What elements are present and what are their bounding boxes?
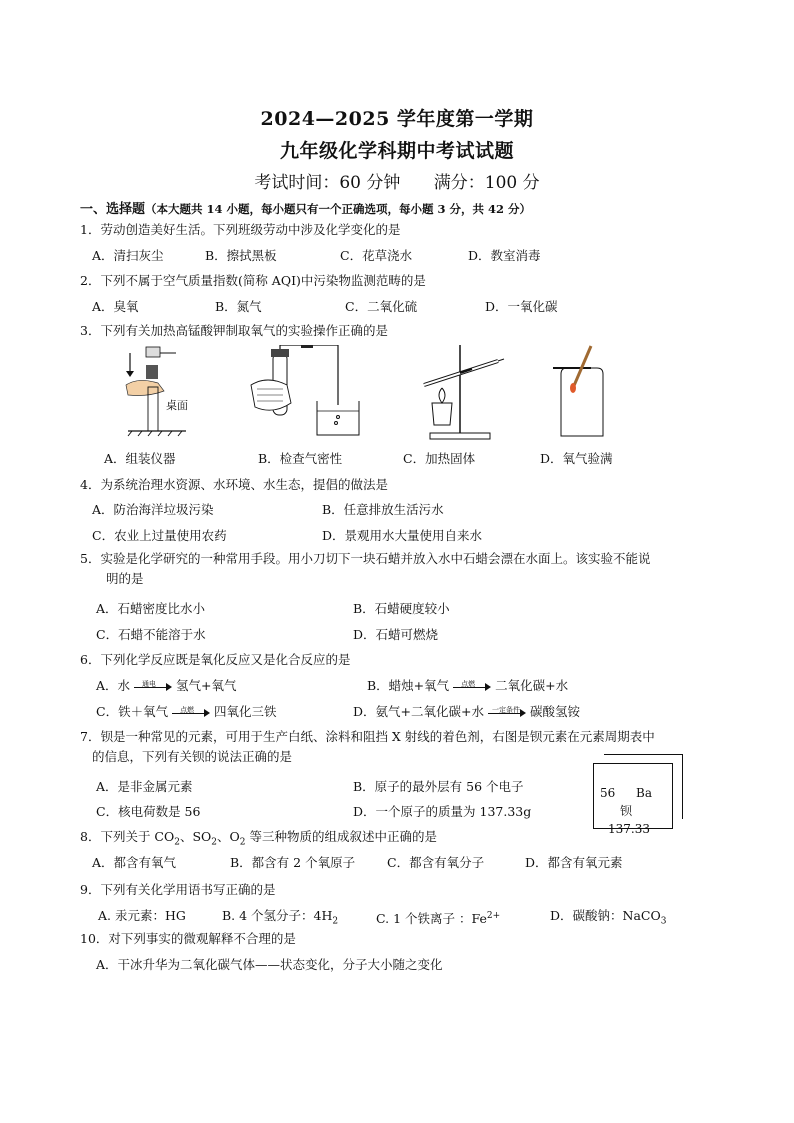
q5-stem: 5．实验是化学研究的一种常用手段。用小刀切下一块石蜡并放入水中石蜡会漂在水面上。该实验不能说	[80, 551, 651, 566]
exam-year-title: 2024—2025 学年度第一学期	[260, 108, 534, 130]
figure-heating-solid	[410, 343, 505, 441]
reaction-arrow-icon	[488, 705, 526, 718]
q1-stem: 1．劳动创造美好生活。下列班级劳动中涉及化学变化的是	[80, 222, 401, 237]
section-note: （本大题共 14 小题，每小题只有一个正确选项，每小题 3 分，共 42 分）	[145, 202, 532, 216]
q6-c-products: 四氧化三铁	[214, 704, 277, 719]
q4-option-c[interactable]: C．农业上过量使用农药	[92, 528, 227, 543]
q5-option-c[interactable]: C．石蜡不能溶于水	[96, 627, 206, 642]
q6-d-condition: 一定条件	[491, 705, 520, 714]
q6-option-b[interactable]	[367, 678, 568, 694]
q6-a-products: 氢气+氧气	[176, 678, 237, 693]
q6-c-reactants: C．铁＋氧气	[96, 704, 169, 719]
q6-stem: 6．下列化学反应既是氧化反应又是化合反应的是	[80, 652, 351, 667]
q3-option-b[interactable]: B．检查气密性	[258, 451, 343, 466]
q3-stem: 3．下列有关加热高锰酸钾制取氧气的实验操作正确的是	[80, 323, 388, 338]
tile-atomic-number: 56	[600, 786, 616, 800]
q9-b-sub: 2	[332, 916, 339, 927]
q8-stem	[80, 829, 437, 851]
tile-element-name: 钡	[620, 804, 633, 818]
q8-stem-part: 、O	[217, 829, 240, 844]
tile-atomic-mass: 137.33	[608, 822, 650, 836]
q5-option-d[interactable]: D．石蜡可燃烧	[353, 627, 439, 642]
q7-stem-cont: 的信息，下列有关钡的说法正确的是	[92, 749, 293, 764]
q9-c-text: C. 1 个铁离子 ：Fe	[376, 911, 487, 927]
exam-time: 考试时间：60 分钟	[254, 173, 401, 193]
q2-option-d[interactable]: D．一氧化碳	[485, 299, 558, 314]
q9-option-c[interactable]	[376, 908, 500, 927]
q1-option-c[interactable]: C．花草浇水	[340, 248, 413, 263]
reaction-arrow-icon	[172, 705, 210, 718]
tile-symbol: Ba	[636, 786, 652, 800]
q1-option-d[interactable]: D．教室消毒	[468, 248, 541, 263]
q5-stem-cont: 明的是	[106, 571, 144, 586]
q1-option-b[interactable]: B．擦拭黑板	[205, 248, 277, 263]
q6-d-reactants: D．氨气+二氧化碳+水	[353, 704, 484, 719]
q9-option-a[interactable]: A. 汞元素：HG	[98, 908, 186, 923]
q9-d-sub: 3	[660, 916, 667, 927]
q6-c-condition: 点燃	[180, 705, 195, 714]
q7-option-d[interactable]: D．一个原子的质量为 137.33g	[353, 804, 532, 819]
q9-option-d[interactable]	[550, 908, 666, 930]
q6-b-products: 二氧化碳+水	[495, 678, 569, 693]
q8-sub: 2	[239, 837, 246, 848]
q8-sub: 2	[211, 837, 218, 848]
q9-d-text: D．碳酸钠：NaCO	[550, 908, 661, 923]
q3-option-d[interactable]: D．氧气验满	[540, 451, 613, 466]
q4-option-b[interactable]: B．任意排放生活污水	[322, 502, 444, 517]
figure-oxygen-check	[553, 344, 613, 439]
q8-stem-part: 8．下列关于 CO	[80, 829, 175, 844]
q5-option-a[interactable]: A．石蜡密度比水小	[96, 601, 206, 616]
figure-airtightness-check	[243, 345, 363, 440]
q10-option-a[interactable]: A．干冰升华为二氧化碳气体——状态变化，分子大小随之变化	[96, 957, 443, 972]
reaction-arrow-icon	[453, 679, 491, 692]
q6-b-condition: 点燃	[461, 679, 476, 688]
section-heading	[80, 201, 531, 218]
q6-d-products: 碳酸氢铵	[529, 704, 580, 719]
q5-option-b[interactable]: B．石蜡硬度较小	[353, 601, 450, 616]
desk-label: 桌面	[166, 399, 188, 412]
q8-option-b[interactable]: B．都含有 2 个氧原子	[230, 855, 356, 870]
q2-option-c[interactable]: C．二氧化硫	[345, 299, 418, 314]
q8-stem-part: 、SO	[179, 829, 212, 844]
q7-option-b[interactable]: B．原子的最外层有 56 个电子	[353, 779, 524, 794]
q6-option-a[interactable]	[96, 678, 236, 694]
q10-stem: 10．对下列事实的微观解释不合理的是	[80, 931, 296, 946]
q7-stem: 7．钡是一种常见的元素，可用于生产白纸、涂料和阻挡 X 射线的着色剂，右图是钡元素在元素周期表中	[80, 729, 655, 744]
q4-stem: 4．为系统治理水资源、水环境、水生态，提倡的做法是	[80, 477, 388, 492]
q9-stem: 9．下列有关化学用语书写正确的是	[80, 882, 276, 897]
q8-option-a[interactable]: A．都含有氧气	[92, 855, 177, 870]
q9-option-b[interactable]	[222, 908, 338, 930]
q7-option-c[interactable]: C．核电荷数是 56	[96, 804, 201, 819]
exam-meta	[0, 168, 794, 193]
section-title: 一、选择题	[80, 202, 146, 217]
q3-option-c[interactable]: C．加热固体	[403, 451, 476, 466]
q4-option-d[interactable]: D．景观用水大量使用自来水	[322, 528, 483, 543]
q6-option-c[interactable]	[96, 704, 277, 720]
exam-subject-title: 九年级化学科期中考试试题	[279, 140, 514, 162]
q3-option-a[interactable]: A．组装仪器	[104, 451, 176, 466]
q7-option-a[interactable]: A．是非金属元素	[96, 779, 193, 794]
q9-c-sup: 2+	[486, 911, 501, 921]
q6-option-d[interactable]	[353, 704, 580, 720]
q2-option-a[interactable]: A．臭氧	[92, 299, 139, 314]
q2-stem: 2．下列不属于空气质量指数(简称 AQI)中污染物监测范畴的是	[80, 273, 426, 288]
q4-option-a[interactable]: A．防治海洋垃圾污染	[92, 502, 214, 517]
q8-sub: 2	[174, 837, 180, 848]
q8-option-d[interactable]: D．都含有氧元素	[525, 855, 623, 870]
q2-option-b[interactable]: B．氮气	[215, 299, 262, 314]
periodic-table-tile	[593, 763, 673, 836]
q8-option-c[interactable]: C．都含有氧分子	[387, 855, 485, 870]
q6-a-reactants: A．水	[96, 678, 131, 693]
q1-option-a[interactable]: A．清扫灰尘	[92, 248, 164, 263]
q6-b-reactants: B．蜡烛+氧气	[367, 678, 450, 693]
figure-assemble-apparatus	[118, 345, 193, 437]
q8-stem-part: 等三种物质的组成叙述中正确的是	[245, 829, 437, 844]
reaction-arrow-icon	[134, 679, 172, 692]
exam-score: 满分：100 分	[433, 173, 540, 193]
q6-a-condition: 通电	[142, 679, 157, 688]
q9-b-text: B. 4 个氢分子：4H	[222, 908, 333, 923]
